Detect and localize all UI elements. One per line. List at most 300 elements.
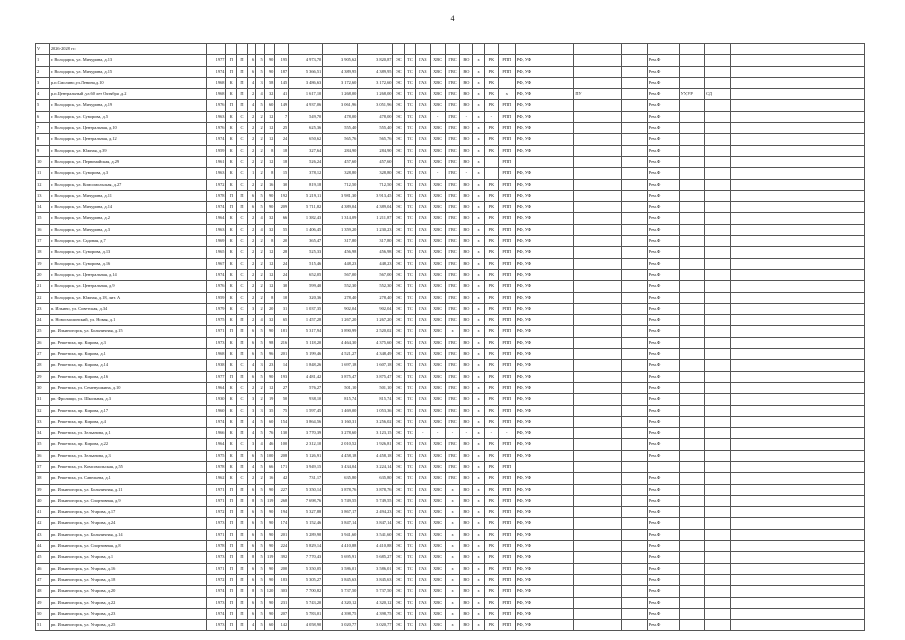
table-cell: РПП — [498, 461, 515, 472]
table-cell: РПП — [498, 484, 515, 495]
table-cell — [484, 156, 498, 167]
table-cell: РК — [484, 281, 498, 292]
table-cell: 1 053,36 — [358, 405, 393, 416]
table-cell: 5 — [256, 484, 265, 495]
table-cell — [574, 156, 622, 167]
table-cell — [574, 428, 622, 439]
table-cell: РК — [484, 608, 498, 619]
table-cell: С — [237, 156, 248, 167]
table-cell: 2 312,10 — [289, 439, 323, 450]
table-cell: 555,40 — [323, 123, 358, 134]
table-cell: 1 607,18 — [358, 360, 393, 371]
table-cell: 4 398,75 — [323, 608, 358, 619]
table-cell: ГВС — [445, 292, 460, 303]
table-cell: 525,33 — [289, 247, 323, 258]
table-cell: 195 — [275, 55, 289, 66]
table-cell: ГАЗ — [415, 586, 430, 597]
table-cell: П — [237, 450, 248, 461]
table-cell: ЭС — [393, 190, 405, 201]
table-cell: 1930 — [207, 394, 226, 405]
table-cell: ТС — [405, 349, 416, 360]
table-cell: РФ, УФ — [515, 608, 574, 619]
table-cell: ВО — [460, 145, 473, 156]
table-cell — [679, 586, 705, 597]
table-cell: 2 — [256, 168, 265, 179]
table-cell: х — [473, 326, 485, 337]
table-cell: 1959 — [207, 292, 226, 303]
table-cell: 1973 — [207, 337, 226, 348]
table-row — [36, 563, 865, 574]
table-cell: ГАЗ — [415, 303, 430, 314]
table-cell: РК — [484, 382, 498, 393]
table-cell: 192 — [275, 190, 289, 201]
table-cell — [622, 360, 648, 371]
table-cell: РФ, УФ — [515, 495, 574, 506]
table-cell — [622, 77, 648, 88]
table-cell: ТС — [405, 450, 416, 461]
table-cell: 731,17 — [289, 473, 323, 484]
table-cell: 1976 — [207, 123, 226, 134]
table-cell: 1974 — [207, 202, 226, 213]
table-cell: ГАЗ — [415, 608, 430, 619]
table-cell — [679, 552, 705, 563]
table-cell: 456,98 — [358, 247, 393, 258]
table-cell: ГАЗ — [415, 89, 430, 100]
table-cell: 4 058,90 — [289, 620, 323, 631]
table-cell — [574, 66, 622, 77]
table-cell — [622, 190, 648, 201]
table-cell: Рем.Ф — [647, 439, 679, 450]
table-cell: 1977 — [207, 55, 226, 66]
table-cell: 90 — [264, 484, 275, 495]
table-cell: ЭС — [393, 100, 405, 111]
table-cell: РПП — [498, 450, 515, 461]
table-cell: 1977 — [207, 371, 226, 382]
table-cell: ВО — [460, 461, 473, 472]
table-cell — [705, 123, 731, 134]
table-cell: РФ, УФ — [515, 134, 574, 145]
table-cell: П — [226, 563, 237, 574]
table-row — [36, 292, 865, 303]
table-cell: х — [445, 518, 460, 529]
table-cell: х — [473, 563, 485, 574]
table-cell: ГВС — [445, 77, 460, 88]
table-cell: х — [473, 484, 485, 495]
table-cell: 2 — [247, 111, 256, 122]
table-cell: 303 — [275, 586, 289, 597]
table-cell: х — [473, 439, 485, 450]
table-cell: 11 — [36, 168, 50, 179]
table-cell: РК — [484, 292, 498, 303]
table-cell: 1 469,00 — [323, 405, 358, 416]
table-cell: ВО — [460, 349, 473, 360]
table-cell: РПП — [498, 100, 515, 111]
table-cell: К — [226, 77, 237, 88]
table-cell: Рем.Ф — [647, 100, 679, 111]
table-row — [36, 247, 865, 258]
table-cell: 938,10 — [289, 394, 323, 405]
table-cell: 20 — [275, 236, 289, 247]
table-cell: 227 — [275, 484, 289, 495]
table-cell: РПП — [498, 156, 515, 167]
table-cell: П — [237, 190, 248, 201]
table-cell: 4 348,49 — [358, 349, 393, 360]
table-cell: х — [473, 202, 485, 213]
table-cell: 6 — [247, 326, 256, 337]
table-cell: х — [473, 111, 485, 122]
table-cell: Рем.Ф — [647, 224, 679, 235]
table-cell: РПП — [498, 168, 515, 179]
table-cell: РК — [484, 586, 498, 597]
table-cell: Рем.Ф — [647, 168, 679, 179]
table-cell: 1961 — [207, 156, 226, 167]
housing-table — [35, 43, 865, 631]
table-cell: 1960 — [207, 405, 226, 416]
table-cell — [679, 145, 705, 156]
table-cell: ХВС — [430, 89, 445, 100]
table-cell: РФ, УФ — [515, 382, 574, 393]
table-cell: 3 941,60 — [323, 529, 358, 540]
table-cell: П — [226, 541, 237, 552]
table-cell: 66 — [264, 461, 275, 472]
table-cell — [730, 439, 864, 450]
table-cell — [679, 303, 705, 314]
table-cell: 16 — [264, 473, 275, 484]
table-cell: П — [237, 89, 248, 100]
table-cell: ТС — [405, 89, 416, 100]
table-cell: 2 — [256, 123, 265, 134]
table-cell: Рем.Ф — [647, 484, 679, 495]
table-cell — [730, 574, 864, 585]
table-cell: 2 — [247, 473, 256, 484]
table-cell: П — [237, 518, 248, 529]
table-cell: 6 — [247, 484, 256, 495]
table-cell — [574, 224, 622, 235]
table-cell: 12 — [264, 382, 275, 393]
table-cell — [622, 89, 648, 100]
table-cell: ХВС — [430, 574, 445, 585]
table-cell: 378,12 — [289, 168, 323, 179]
table-cell — [515, 156, 574, 167]
table-cell: 224 — [275, 541, 289, 552]
table-cell: х — [473, 371, 485, 382]
table-cell: 3 586,01 — [323, 563, 358, 574]
table-row — [36, 100, 865, 111]
table-cell: х — [445, 326, 460, 337]
table-cell: ВО — [460, 620, 473, 631]
table-cell: РПП — [498, 405, 515, 416]
table-cell — [705, 77, 731, 88]
table-cell: рп. Решетиха, пр. Кирова, д.22 — [49, 439, 206, 450]
table-cell: ГАЗ — [415, 247, 430, 258]
table-cell: ХВС — [430, 552, 445, 563]
table-cell: 25 — [275, 123, 289, 134]
table-cell: РПП — [498, 326, 515, 337]
table-cell — [574, 213, 622, 224]
table-cell: 317,80 — [323, 236, 358, 247]
table-cell — [705, 269, 731, 280]
table-cell: РПП — [498, 190, 515, 201]
table-cell: Рем.Ф — [647, 382, 679, 393]
table-cell: 1 267,20 — [358, 315, 393, 326]
table-cell: Рем.Ф — [647, 258, 679, 269]
table-cell: ХВС — [430, 134, 445, 145]
table-cell — [705, 394, 731, 405]
table-cell: 38 — [36, 473, 50, 484]
table-cell — [574, 405, 622, 416]
table-cell — [574, 541, 622, 552]
table-cell: ТС — [405, 563, 416, 574]
table-cell: П — [237, 597, 248, 608]
table-cell — [574, 371, 622, 382]
table-cell: К — [226, 292, 237, 303]
table-cell: 2 — [256, 179, 265, 190]
table-cell: ТС — [405, 55, 416, 66]
table-cell: РК — [484, 416, 498, 427]
table-cell: ЭС — [393, 326, 405, 337]
table-cell — [730, 100, 864, 111]
table-cell: ТС — [405, 190, 416, 201]
table-cell: х — [473, 224, 485, 235]
table-cell: ГАЗ — [415, 281, 430, 292]
table-cell: 1979 — [207, 303, 226, 314]
table-cell: 90 — [264, 541, 275, 552]
table-cell — [574, 281, 622, 292]
table-cell: РФ, УФ — [515, 145, 574, 156]
table-cell: ВО — [460, 394, 473, 405]
table-cell: ХВС — [430, 179, 445, 190]
table-cell: 5 289,90 — [289, 529, 323, 540]
table-cell: ГАЗ — [415, 100, 430, 111]
table-cell: г. Володарск, ул. Мичурина, д.2 — [49, 213, 206, 224]
table-cell: ГВС — [445, 258, 460, 269]
table-cell: 4 320,12 — [323, 597, 358, 608]
table-cell — [574, 394, 622, 405]
table-cell — [622, 563, 648, 574]
table-cell: ТС — [405, 620, 416, 631]
table-cell: ГАЗ — [415, 552, 430, 563]
table-cell — [730, 394, 864, 405]
table-cell: 18 — [275, 145, 289, 156]
table-cell: 18 — [275, 156, 289, 167]
table-cell: С — [237, 168, 248, 179]
table-cell: ГВС — [445, 123, 460, 134]
table-cell: К — [226, 213, 237, 224]
table-cell: 712,50 — [323, 179, 358, 190]
table-cell: С — [237, 179, 248, 190]
table-cell: ГВС — [445, 134, 460, 145]
table-cell: 552,30 — [323, 281, 358, 292]
table-cell: ЭС — [393, 495, 405, 506]
table-cell: ХВС — [430, 202, 445, 213]
table-cell: 815,74 — [358, 394, 393, 405]
table-cell: ХВС — [430, 145, 445, 156]
table-cell: РК — [484, 563, 498, 574]
table-cell: 98 — [264, 337, 275, 348]
table-cell: 49 — [36, 597, 50, 608]
table-cell: ГВС — [445, 179, 460, 190]
table-row — [36, 360, 865, 371]
table-cell — [705, 66, 731, 77]
table-cell: 1973 — [207, 552, 226, 563]
table-cell — [679, 495, 705, 506]
table-cell: 1963 — [207, 168, 226, 179]
table-cell — [705, 439, 731, 450]
table-cell — [622, 349, 648, 360]
table-cell: ГВС — [445, 111, 460, 122]
table-cell: 3 224,14 — [358, 461, 393, 472]
table-cell: 5 327,88 — [289, 507, 323, 518]
table-cell: РФ, УФ — [515, 563, 574, 574]
table-cell: ВО — [460, 507, 473, 518]
table-cell — [705, 236, 731, 247]
table-cell: 1971 — [207, 495, 226, 506]
table-cell: ЭС — [393, 269, 405, 280]
table-cell: ТС — [405, 416, 416, 427]
table-row — [36, 326, 865, 337]
table-cell: 8 — [264, 236, 275, 247]
table-cell: 3 981,30 — [323, 190, 358, 201]
table-cell: ХВС — [430, 608, 445, 619]
table-cell — [730, 89, 864, 100]
table-cell — [679, 123, 705, 134]
table-row — [36, 89, 865, 100]
table-cell — [705, 541, 731, 552]
table-cell: ГАЗ — [415, 55, 430, 66]
table-cell: х — [473, 247, 485, 258]
table-cell: х — [473, 89, 485, 100]
table-cell: РК — [484, 303, 498, 314]
table-cell: ХВС — [430, 461, 445, 472]
table-cell: ХВС — [430, 518, 445, 529]
table-cell: ВО — [460, 597, 473, 608]
table-row — [36, 145, 865, 156]
table-cell: ВО — [460, 473, 473, 484]
table-cell: х — [473, 190, 485, 201]
table-cell: К — [226, 281, 237, 292]
table-cell: 4 — [256, 439, 265, 450]
table-cell: РК — [484, 100, 498, 111]
table-cell: ГВС — [445, 337, 460, 348]
table-cell — [622, 281, 648, 292]
table-cell: г. Володарск, ул. Центральная, д.10 — [49, 123, 206, 134]
table-cell — [730, 597, 864, 608]
table-cell: РК — [484, 450, 498, 461]
table-cell: П — [237, 461, 248, 472]
table-cell: 194 — [275, 507, 289, 518]
table-cell: П — [226, 620, 237, 631]
table-cell — [622, 123, 648, 134]
table-cell: 12 — [264, 258, 275, 269]
table-cell: 60 — [264, 100, 275, 111]
table-cell: П — [237, 541, 248, 552]
table-cell: РК — [484, 552, 498, 563]
table-cell: ХВС — [430, 100, 445, 111]
table-cell — [622, 100, 648, 111]
table-cell: ТС — [405, 66, 416, 77]
table-cell: х — [473, 156, 485, 167]
table-cell: ГВС — [445, 247, 460, 258]
table-cell: рп. Решетиха, ул. Комсомольская, д.55 — [49, 461, 206, 472]
table-cell: ХВС — [430, 371, 445, 382]
table-cell — [679, 484, 705, 495]
table-cell: 4 973,70 — [289, 55, 323, 66]
table-cell: 5 — [256, 349, 265, 360]
table-cell — [679, 315, 705, 326]
table-cell — [730, 55, 864, 66]
table-cell — [705, 213, 731, 224]
table-cell: г. Володарск, ул. Суворова, д.16 — [49, 258, 206, 269]
table-cell — [730, 382, 864, 393]
table-cell: ХВС — [430, 55, 445, 66]
table-cell: РФ, УФ — [515, 518, 574, 529]
table-cell: 448,23 — [323, 258, 358, 269]
table-cell — [705, 55, 731, 66]
table-cell: 284,90 — [358, 145, 393, 156]
table-cell: 29 — [36, 371, 50, 382]
table-cell: 635,80 — [358, 473, 393, 484]
table-cell: ГАЗ — [415, 563, 430, 574]
table-cell: 1 268,00 — [358, 89, 393, 100]
table-cell: 4 481,42 — [289, 371, 323, 382]
table-cell: 6 — [247, 597, 256, 608]
table-cell: П — [237, 586, 248, 597]
table-cell: П — [237, 100, 248, 111]
table-cell: С — [237, 111, 248, 122]
table-cell: ГВС — [445, 190, 460, 201]
table-cell: РПП — [498, 360, 515, 371]
table-cell: х — [445, 563, 460, 574]
table-cell — [574, 337, 622, 348]
table-cell — [705, 484, 731, 495]
table-cell: ХВС — [430, 337, 445, 348]
table-cell — [679, 224, 705, 235]
table-cell: РФ, УФ — [515, 168, 574, 179]
table-cell — [574, 574, 622, 585]
table-cell: 1 314,09 — [323, 213, 358, 224]
table-cell: 5 749,55 — [323, 495, 358, 506]
table-cell: РК — [484, 247, 498, 258]
table-cell: х — [473, 315, 485, 326]
table-cell: 24 — [275, 269, 289, 280]
table-cell: 3 172,60 — [323, 77, 358, 88]
table-cell: К — [226, 111, 237, 122]
table-cell: 2 — [247, 382, 256, 393]
table-cell: 1978 — [207, 461, 226, 472]
table-cell: 32 — [264, 213, 275, 224]
table-cell: ХВС — [430, 563, 445, 574]
table-cell: 207 — [275, 608, 289, 619]
table-cell: ТС — [405, 303, 416, 314]
table-cell: 30 — [275, 281, 289, 292]
table-cell — [730, 303, 864, 314]
table-cell — [679, 507, 705, 518]
table-cell: ЭС — [393, 224, 405, 235]
table-cell — [622, 507, 648, 518]
table-cell: ХВС — [430, 507, 445, 518]
table-cell — [730, 281, 864, 292]
table-cell: ЭС — [393, 292, 405, 303]
table-cell: РПП — [498, 552, 515, 563]
table-cell: ЭС — [393, 145, 405, 156]
table-cell: РК — [484, 620, 498, 631]
table-row — [36, 382, 865, 393]
table-cell: П — [226, 529, 237, 540]
table-cell: РПП — [498, 224, 515, 235]
table-cell: ХВС — [430, 450, 445, 461]
table-cell: 1966 — [207, 428, 226, 439]
table-cell: ЭС — [393, 518, 405, 529]
